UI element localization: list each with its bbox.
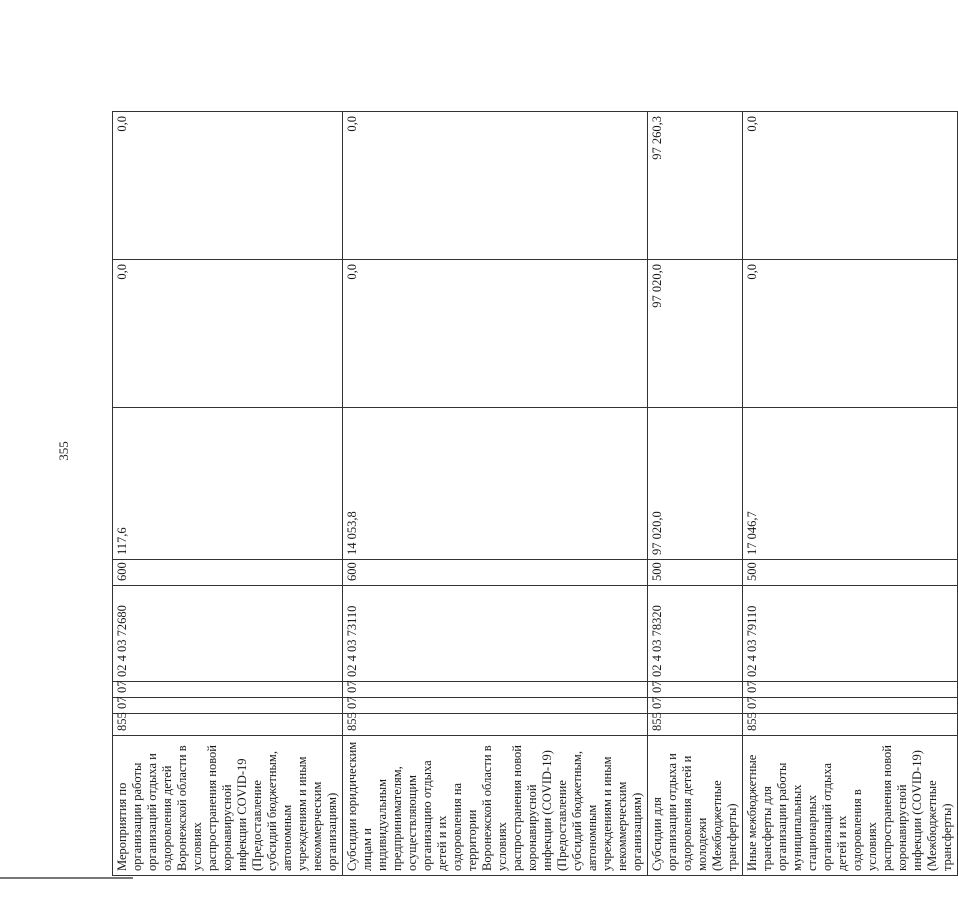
rotated-table-container (112, 112, 954, 876)
amount-col2: 97 020,0 (648, 260, 743, 408)
amount-col2: 0,0 (113, 260, 343, 408)
target-article-code: 02 4 03 72680 (113, 586, 343, 682)
amount-col3: 0,0 (743, 112, 958, 260)
amount-col2: 0,0 (743, 260, 958, 408)
grbs-code: 855 (648, 714, 743, 736)
amount-col1: 117,6 (113, 408, 343, 560)
target-article-code: 02 4 03 79110 (743, 586, 958, 682)
grbs-code: 855 (113, 714, 343, 736)
subsection-code: 07 (113, 682, 343, 698)
footer-divider (0, 877, 133, 879)
amount-col1: 14 053,8 (343, 408, 648, 560)
row-name: Субсидии для организации отдыха и оздоровления детей и молодежи (Межбюджетные трансферты) (648, 736, 743, 876)
expense-type-code: 500 (648, 560, 743, 586)
table-row (743, 112, 958, 876)
grbs-code: 855 (343, 714, 648, 736)
amount-col1: 97 020,0 (648, 408, 743, 560)
section-code: 07 (113, 698, 343, 714)
amount-col1: 17 046,7 (743, 408, 958, 560)
subsection-code: 07 (743, 682, 958, 698)
expense-type-code: 500 (743, 560, 958, 586)
grbs-code: 855 (743, 714, 958, 736)
row-name: Субсидии юридическим лицам и индивидуальным предпринимателям, осуществляющим организацию отдыха детей и их оздоровления на территории Воронежской области в условиях распространения новой коронавирусной инфекции (COVID-19)(Предоставление субсидий бюджетным, автономным учреждениям и иным некоммерческим организациям) (343, 736, 648, 876)
amount-col3: 0,0 (113, 112, 343, 260)
table-row (343, 112, 648, 876)
row-name: Иные межбюджетные трансферты для организации работы муниципальных стационарных организаций отдыха детей и их оздоровления в условиях распространения новой коронавирусной инфекции (COVID-19) (Межбюджетные трансферты) (743, 736, 958, 876)
target-article-code: 02 4 03 78320 (648, 586, 743, 682)
amount-col3: 97 260,3 (648, 112, 743, 260)
expense-type-code: 600 (343, 560, 648, 586)
expense-type-code: 600 (113, 560, 343, 586)
table-row (648, 112, 743, 876)
amount-col2: 0,0 (343, 260, 648, 408)
section-code: 07 (743, 698, 958, 714)
subsection-code: 07 (648, 682, 743, 698)
page-number: 355 (55, 441, 71, 461)
section-code: 07 (343, 698, 648, 714)
amount-col3: 0,0 (343, 112, 648, 260)
target-article-code: 02 4 03 73110 (343, 586, 648, 682)
table-row (113, 112, 343, 876)
subsection-code: 07 (343, 682, 648, 698)
row-name: Мероприятия по организации работы организаций отдыха и оздоровления детей Воронежской области в условиях распространения новой коронавирусной инфекции COVID-19 (Предоставление субсидий бюджетным, автономным учреждениям и иным некоммерческим организациям) (113, 736, 343, 876)
section-code: 07 (648, 698, 743, 714)
budget-table (112, 111, 958, 876)
